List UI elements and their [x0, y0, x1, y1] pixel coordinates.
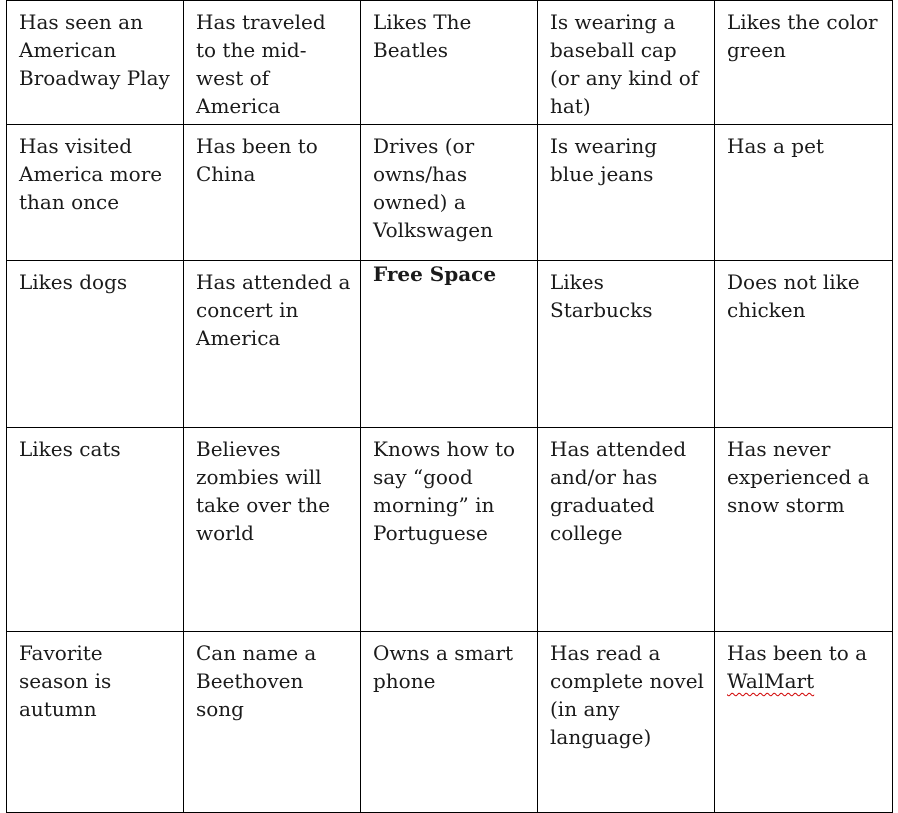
bingo-cell: Has attended and/or has graduated college: [538, 428, 715, 632]
bingo-cell-walmart: [715, 632, 893, 813]
bingo-cell: Knows how to say “good morning” in Portuguese: [361, 428, 538, 632]
cell-text: Has been to a: [727, 641, 868, 665]
bingo-row: [7, 428, 893, 632]
bingo-cell: Has been to China: [184, 125, 361, 261]
bingo-grid: [6, 0, 893, 813]
free-space-cell: [361, 261, 538, 428]
bingo-cell: Does not like chicken: [715, 261, 893, 428]
bingo-cell: Likes The Beatles: [361, 1, 538, 125]
bingo-row: [7, 632, 893, 813]
bingo-cell: Has never experienced a snow storm: [715, 428, 893, 632]
bingo-cell: Has traveled to the mid-west of America: [184, 1, 361, 125]
bingo-cell: Has a pet: [715, 125, 893, 261]
bingo-cell: Believes zombies will take over the world: [184, 428, 361, 632]
bingo-cell: Likes cats: [7, 428, 184, 632]
bingo-cell: Likes Starbucks: [538, 261, 715, 428]
bingo-row: [7, 261, 893, 428]
bingo-cell: Is wearing blue jeans: [538, 125, 715, 261]
bingo-cell: Has seen an American Broadway Play: [7, 1, 184, 125]
bingo-cell: Owns a smart phone: [361, 632, 538, 813]
bingo-cell: Drives (or owns/has owned) a Volkswagen: [361, 125, 538, 261]
bingo-cell: Can name a Beethoven song: [184, 632, 361, 813]
bingo-cell: Likes dogs: [7, 261, 184, 428]
bingo-cell: Is wearing a baseball cap (or any kind of hat): [538, 1, 715, 125]
bingo-row: [7, 125, 893, 261]
bingo-cell: Has read a complete novel (in any language): [538, 632, 715, 813]
bingo-cell: Has attended a concert in America: [184, 261, 361, 428]
bingo-cell: Has visited America more than once: [7, 125, 184, 261]
bingo-cell: Favorite season is autumn: [7, 632, 184, 813]
free-space-label: Free Space: [373, 262, 497, 286]
bingo-cell: Likes the color green: [715, 1, 893, 125]
spellcheck-underlined-word: WalMart: [727, 669, 815, 693]
bingo-row: [7, 1, 893, 125]
